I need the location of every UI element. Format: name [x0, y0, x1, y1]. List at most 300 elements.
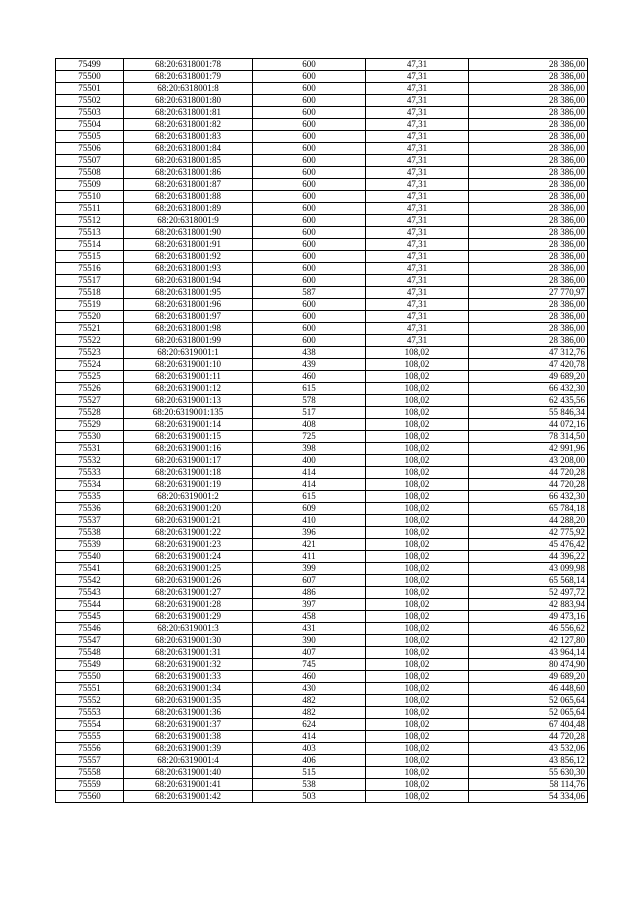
cadastral-number-cell: 68:20:6318001:79 [124, 71, 253, 83]
cadastral-number-cell: 68:20:6319001:30 [124, 635, 253, 647]
row-number-cell: 75531 [56, 443, 124, 455]
specific-value-cell: 108,02 [366, 659, 469, 671]
specific-value-cell: 47,31 [366, 107, 469, 119]
area-cell: 397 [253, 599, 366, 611]
table-row [56, 371, 588, 383]
specific-value-cell: 108,02 [366, 419, 469, 431]
cadastral-number-cell: 68:20:6318001:86 [124, 167, 253, 179]
row-number-cell: 75504 [56, 119, 124, 131]
area-cell: 600 [253, 311, 366, 323]
row-number-cell: 75536 [56, 503, 124, 515]
cadastral-value-cell: 43 856,12 [469, 755, 588, 767]
cadastral-number-cell: 68:20:6319001:22 [124, 527, 253, 539]
row-number-cell: 75513 [56, 227, 124, 239]
row-number-cell: 75509 [56, 179, 124, 191]
area-cell: 615 [253, 383, 366, 395]
specific-value-cell: 47,31 [366, 143, 469, 155]
table-row [56, 647, 588, 659]
area-cell: 607 [253, 575, 366, 587]
specific-value-cell: 108,02 [366, 611, 469, 623]
table-row [56, 263, 588, 275]
area-cell: 624 [253, 719, 366, 731]
area-cell: 414 [253, 467, 366, 479]
cadastral-number-cell: 68:20:6319001:35 [124, 695, 253, 707]
cadastral-value-cell: 28 386,00 [469, 275, 588, 287]
row-number-cell: 75527 [56, 395, 124, 407]
cadastral-number-cell: 68:20:6319001:33 [124, 671, 253, 683]
row-number-cell: 75557 [56, 755, 124, 767]
cadastral-number-cell: 68:20:6319001:4 [124, 755, 253, 767]
row-number-cell: 75547 [56, 635, 124, 647]
cadastral-number-cell: 68:20:6319001:14 [124, 419, 253, 431]
area-cell: 407 [253, 647, 366, 659]
cadastral-number-cell: 68:20:6319001:13 [124, 395, 253, 407]
area-cell: 396 [253, 527, 366, 539]
cadastral-number-cell: 68:20:6319001:40 [124, 767, 253, 779]
area-cell: 745 [253, 659, 366, 671]
row-number-cell: 75523 [56, 347, 124, 359]
cadastral-number-cell: 68:20:6318001:99 [124, 335, 253, 347]
cadastral-value-cell: 28 386,00 [469, 239, 588, 251]
specific-value-cell: 108,02 [366, 359, 469, 371]
specific-value-cell: 108,02 [366, 395, 469, 407]
cadastral-value-cell: 28 386,00 [469, 323, 588, 335]
row-number-cell: 75529 [56, 419, 124, 431]
table-row [56, 215, 588, 227]
area-cell: 600 [253, 239, 366, 251]
table-row [56, 167, 588, 179]
specific-value-cell: 108,02 [366, 383, 469, 395]
cadastral-number-cell: 68:20:6319001:41 [124, 779, 253, 791]
area-cell: 390 [253, 635, 366, 647]
cadastral-value-cell: 58 114,76 [469, 779, 588, 791]
specific-value-cell: 108,02 [366, 791, 469, 803]
specific-value-cell: 47,31 [366, 131, 469, 143]
cadastral-number-cell: 68:20:6319001:11 [124, 371, 253, 383]
cadastral-number-cell: 68:20:6319001:1 [124, 347, 253, 359]
row-number-cell: 75540 [56, 551, 124, 563]
table-row [56, 395, 588, 407]
cadastral-number-cell: 68:20:6319001:32 [124, 659, 253, 671]
specific-value-cell: 108,02 [366, 707, 469, 719]
table-row [56, 467, 588, 479]
row-number-cell: 75539 [56, 539, 124, 551]
cadastral-value-cell: 65 784,18 [469, 503, 588, 515]
area-cell: 411 [253, 551, 366, 563]
area-cell: 482 [253, 707, 366, 719]
specific-value-cell: 108,02 [366, 455, 469, 467]
row-number-cell: 75533 [56, 467, 124, 479]
area-cell: 600 [253, 251, 366, 263]
cadastral-number-cell: 68:20:6318001:94 [124, 275, 253, 287]
cadastral-value-cell: 27 770,97 [469, 287, 588, 299]
cadastral-number-cell: 68:20:6318001:92 [124, 251, 253, 263]
cadastral-number-cell: 68:20:6318001:87 [124, 179, 253, 191]
table-row [56, 515, 588, 527]
cadastral-number-cell: 68:20:6319001:26 [124, 575, 253, 587]
area-cell: 460 [253, 671, 366, 683]
cadastral-number-cell: 68:20:6318001:90 [124, 227, 253, 239]
specific-value-cell: 108,02 [366, 467, 469, 479]
row-number-cell: 75556 [56, 743, 124, 755]
table-row [56, 791, 588, 803]
table-row [56, 527, 588, 539]
specific-value-cell: 47,31 [366, 239, 469, 251]
cadastral-number-cell: 68:20:6319001:10 [124, 359, 253, 371]
cadastral-number-cell: 68:20:6319001:42 [124, 791, 253, 803]
table-row [56, 359, 588, 371]
row-number-cell: 75541 [56, 563, 124, 575]
specific-value-cell: 108,02 [366, 347, 469, 359]
row-number-cell: 75543 [56, 587, 124, 599]
row-number-cell: 75501 [56, 83, 124, 95]
cadastral-value-cell: 28 386,00 [469, 179, 588, 191]
cadastral-value-cell: 28 386,00 [469, 335, 588, 347]
row-number-cell: 75502 [56, 95, 124, 107]
cadastral-number-cell: 68:20:6319001:28 [124, 599, 253, 611]
table-row [56, 227, 588, 239]
specific-value-cell: 108,02 [366, 443, 469, 455]
row-number-cell: 75544 [56, 599, 124, 611]
table-row [56, 479, 588, 491]
area-cell: 398 [253, 443, 366, 455]
row-number-cell: 75538 [56, 527, 124, 539]
cadastral-number-cell: 68:20:6318001:78 [124, 59, 253, 71]
row-number-cell: 75545 [56, 611, 124, 623]
cadastral-value-cell: 28 386,00 [469, 191, 588, 203]
area-cell: 515 [253, 767, 366, 779]
area-cell: 600 [253, 167, 366, 179]
specific-value-cell: 47,31 [366, 263, 469, 275]
cadastral-value-cell: 44 288,20 [469, 515, 588, 527]
cadastral-value-table [55, 58, 588, 803]
table-row [56, 119, 588, 131]
specific-value-cell: 108,02 [366, 551, 469, 563]
area-cell: 438 [253, 347, 366, 359]
specific-value-cell: 108,02 [366, 731, 469, 743]
cadastral-value-cell: 28 386,00 [469, 215, 588, 227]
cadastral-number-cell: 68:20:6318001:84 [124, 143, 253, 155]
row-number-cell: 75512 [56, 215, 124, 227]
cadastral-value-cell: 43 964,14 [469, 647, 588, 659]
cadastral-value-cell: 28 386,00 [469, 107, 588, 119]
cadastral-number-cell: 68:20:6319001:3 [124, 623, 253, 635]
area-cell: 600 [253, 83, 366, 95]
table-row [56, 587, 588, 599]
row-number-cell: 75500 [56, 71, 124, 83]
row-number-cell: 75506 [56, 143, 124, 155]
area-cell: 517 [253, 407, 366, 419]
cadastral-number-cell: 68:20:6318001:96 [124, 299, 253, 311]
cadastral-value-cell: 44 720,28 [469, 479, 588, 491]
specific-value-cell: 108,02 [366, 647, 469, 659]
cadastral-number-cell: 68:20:6319001:15 [124, 431, 253, 443]
table-row [56, 719, 588, 731]
table-row [56, 491, 588, 503]
specific-value-cell: 108,02 [366, 527, 469, 539]
cadastral-number-cell: 68:20:6319001:21 [124, 515, 253, 527]
row-number-cell: 75551 [56, 683, 124, 695]
specific-value-cell: 47,31 [366, 167, 469, 179]
cadastral-value-cell: 49 689,20 [469, 671, 588, 683]
table-row [56, 551, 588, 563]
area-cell: 600 [253, 131, 366, 143]
cadastral-value-cell: 28 386,00 [469, 167, 588, 179]
specific-value-cell: 47,31 [366, 95, 469, 107]
row-number-cell: 75528 [56, 407, 124, 419]
table-row [56, 323, 588, 335]
specific-value-cell: 108,02 [366, 503, 469, 515]
specific-value-cell: 108,02 [366, 695, 469, 707]
table-row [56, 239, 588, 251]
specific-value-cell: 108,02 [366, 539, 469, 551]
cadastral-value-cell: 66 432,30 [469, 383, 588, 395]
cadastral-value-cell: 28 386,00 [469, 155, 588, 167]
cadastral-value-cell: 43 208,00 [469, 455, 588, 467]
row-number-cell: 75548 [56, 647, 124, 659]
cadastral-number-cell: 68:20:6319001:38 [124, 731, 253, 743]
table-row [56, 503, 588, 515]
table-row [56, 539, 588, 551]
area-cell: 421 [253, 539, 366, 551]
table-row [56, 407, 588, 419]
cadastral-value-cell: 28 386,00 [469, 311, 588, 323]
area-cell: 460 [253, 371, 366, 383]
table-row [56, 287, 588, 299]
table-row [56, 623, 588, 635]
cadastral-value-cell: 78 314,50 [469, 431, 588, 443]
cadastral-number-cell: 68:20:6319001:37 [124, 719, 253, 731]
cadastral-number-cell: 68:20:6319001:25 [124, 563, 253, 575]
specific-value-cell: 47,31 [366, 179, 469, 191]
table-row [56, 299, 588, 311]
cadastral-value-cell: 28 386,00 [469, 143, 588, 155]
cadastral-value-cell: 44 072,16 [469, 419, 588, 431]
specific-value-cell: 108,02 [366, 719, 469, 731]
specific-value-cell: 108,02 [366, 743, 469, 755]
cadastral-value-cell: 47 420,78 [469, 359, 588, 371]
cadastral-number-cell: 68:20:6318001:88 [124, 191, 253, 203]
table-row [56, 731, 588, 743]
table-row [56, 431, 588, 443]
table-row [56, 767, 588, 779]
cadastral-number-cell: 68:20:6319001:39 [124, 743, 253, 755]
cadastral-number-cell: 68:20:6319001:12 [124, 383, 253, 395]
specific-value-cell: 108,02 [366, 431, 469, 443]
row-number-cell: 75526 [56, 383, 124, 395]
row-number-cell: 75534 [56, 479, 124, 491]
area-cell: 600 [253, 107, 366, 119]
cadastral-value-cell: 52 497,72 [469, 587, 588, 599]
cadastral-value-cell: 28 386,00 [469, 299, 588, 311]
cadastral-value-cell: 46 448,60 [469, 683, 588, 695]
cadastral-value-cell: 54 334,06 [469, 791, 588, 803]
area-cell: 408 [253, 419, 366, 431]
table-row [56, 659, 588, 671]
cadastral-number-cell: 68:20:6318001:97 [124, 311, 253, 323]
table-row [56, 563, 588, 575]
area-cell: 400 [253, 455, 366, 467]
area-cell: 600 [253, 179, 366, 191]
cadastral-number-cell: 68:20:6319001:31 [124, 647, 253, 659]
row-number-cell: 75552 [56, 695, 124, 707]
area-cell: 439 [253, 359, 366, 371]
cadastral-value-cell: 28 386,00 [469, 119, 588, 131]
table-row [56, 143, 588, 155]
specific-value-cell: 108,02 [366, 683, 469, 695]
row-number-cell: 75516 [56, 263, 124, 275]
area-cell: 458 [253, 611, 366, 623]
cadastral-value-cell: 28 386,00 [469, 71, 588, 83]
area-cell: 615 [253, 491, 366, 503]
cadastral-value-cell: 44 396,22 [469, 551, 588, 563]
area-cell: 600 [253, 119, 366, 131]
table-row [56, 335, 588, 347]
cadastral-number-cell: 68:20:6319001:24 [124, 551, 253, 563]
row-number-cell: 75524 [56, 359, 124, 371]
cadastral-number-cell: 68:20:6319001:20 [124, 503, 253, 515]
cadastral-value-cell: 28 386,00 [469, 227, 588, 239]
area-cell: 414 [253, 731, 366, 743]
row-number-cell: 75532 [56, 455, 124, 467]
table-row [56, 155, 588, 167]
specific-value-cell: 108,02 [366, 623, 469, 635]
row-number-cell: 75550 [56, 671, 124, 683]
cadastral-number-cell: 68:20:6318001:91 [124, 239, 253, 251]
table-row [56, 95, 588, 107]
area-cell: 725 [253, 431, 366, 443]
row-number-cell: 75508 [56, 167, 124, 179]
specific-value-cell: 108,02 [366, 587, 469, 599]
area-cell: 600 [253, 71, 366, 83]
cadastral-number-cell: 68:20:6319001:34 [124, 683, 253, 695]
specific-value-cell: 108,02 [366, 515, 469, 527]
area-cell: 600 [253, 191, 366, 203]
row-number-cell: 75558 [56, 767, 124, 779]
specific-value-cell: 47,31 [366, 215, 469, 227]
specific-value-cell: 108,02 [366, 755, 469, 767]
table-row [56, 443, 588, 455]
specific-value-cell: 108,02 [366, 491, 469, 503]
specific-value-cell: 47,31 [366, 287, 469, 299]
cadastral-number-cell: 68:20:6318001:83 [124, 131, 253, 143]
row-number-cell: 75519 [56, 299, 124, 311]
table-row [56, 707, 588, 719]
area-cell: 578 [253, 395, 366, 407]
row-number-cell: 75542 [56, 575, 124, 587]
area-cell: 600 [253, 95, 366, 107]
area-cell: 600 [253, 323, 366, 335]
row-number-cell: 75553 [56, 707, 124, 719]
row-number-cell: 75535 [56, 491, 124, 503]
area-cell: 482 [253, 695, 366, 707]
cadastral-value-cell: 28 386,00 [469, 251, 588, 263]
table-row [56, 683, 588, 695]
cadastral-number-cell: 68:20:6319001:18 [124, 467, 253, 479]
specific-value-cell: 47,31 [366, 227, 469, 239]
table-row [56, 59, 588, 71]
area-cell: 538 [253, 779, 366, 791]
specific-value-cell: 108,02 [366, 371, 469, 383]
area-cell: 503 [253, 791, 366, 803]
cadastral-number-cell: 68:20:6319001:17 [124, 455, 253, 467]
area-cell: 403 [253, 743, 366, 755]
table-row [56, 347, 588, 359]
cadastral-value-cell: 28 386,00 [469, 263, 588, 275]
specific-value-cell: 108,02 [366, 767, 469, 779]
row-number-cell: 75514 [56, 239, 124, 251]
row-number-cell: 75521 [56, 323, 124, 335]
table-row [56, 179, 588, 191]
specific-value-cell: 47,31 [366, 155, 469, 167]
cadastral-value-cell: 42 775,92 [469, 527, 588, 539]
table-row [56, 635, 588, 647]
row-number-cell: 75517 [56, 275, 124, 287]
area-cell: 587 [253, 287, 366, 299]
area-cell: 600 [253, 227, 366, 239]
cadastral-number-cell: 68:20:6319001:23 [124, 539, 253, 551]
area-cell: 600 [253, 263, 366, 275]
cadastral-number-cell: 68:20:6319001:2 [124, 491, 253, 503]
specific-value-cell: 47,31 [366, 311, 469, 323]
row-number-cell: 75510 [56, 191, 124, 203]
cadastral-number-cell: 68:20:6319001:29 [124, 611, 253, 623]
cadastral-number-cell: 68:20:6319001:16 [124, 443, 253, 455]
cadastral-value-cell: 42 883,94 [469, 599, 588, 611]
specific-value-cell: 47,31 [366, 299, 469, 311]
row-number-cell: 75511 [56, 203, 124, 215]
table-row [56, 599, 588, 611]
table-body [56, 59, 588, 803]
area-cell: 431 [253, 623, 366, 635]
cadastral-value-cell: 44 720,28 [469, 467, 588, 479]
cadastral-value-cell: 80 474,90 [469, 659, 588, 671]
specific-value-cell: 108,02 [366, 635, 469, 647]
row-number-cell: 75499 [56, 59, 124, 71]
cadastral-value-cell: 49 473,16 [469, 611, 588, 623]
row-number-cell: 75537 [56, 515, 124, 527]
cadastral-value-cell: 28 386,00 [469, 203, 588, 215]
cadastral-value-cell: 43 532,06 [469, 743, 588, 755]
cadastral-value-cell: 47 312,76 [469, 347, 588, 359]
area-cell: 600 [253, 155, 366, 167]
row-number-cell: 75503 [56, 107, 124, 119]
specific-value-cell: 47,31 [366, 119, 469, 131]
table-row [56, 83, 588, 95]
row-number-cell: 75554 [56, 719, 124, 731]
cadastral-number-cell: 68:20:6318001:89 [124, 203, 253, 215]
cadastral-number-cell: 68:20:6318001:8 [124, 83, 253, 95]
specific-value-cell: 47,31 [366, 203, 469, 215]
area-cell: 414 [253, 479, 366, 491]
area-cell: 600 [253, 203, 366, 215]
cadastral-value-cell: 52 065,64 [469, 707, 588, 719]
table-row [56, 311, 588, 323]
cadastral-number-cell: 68:20:6319001:135 [124, 407, 253, 419]
table-row [56, 743, 588, 755]
cadastral-value-cell: 42 991,96 [469, 443, 588, 455]
table-row [56, 611, 588, 623]
area-cell: 609 [253, 503, 366, 515]
table-row [56, 131, 588, 143]
area-cell: 410 [253, 515, 366, 527]
table-row [56, 251, 588, 263]
cadastral-value-cell: 28 386,00 [469, 95, 588, 107]
area-cell: 430 [253, 683, 366, 695]
cadastral-value-cell: 49 689,20 [469, 371, 588, 383]
table-row [56, 779, 588, 791]
specific-value-cell: 47,31 [366, 251, 469, 263]
